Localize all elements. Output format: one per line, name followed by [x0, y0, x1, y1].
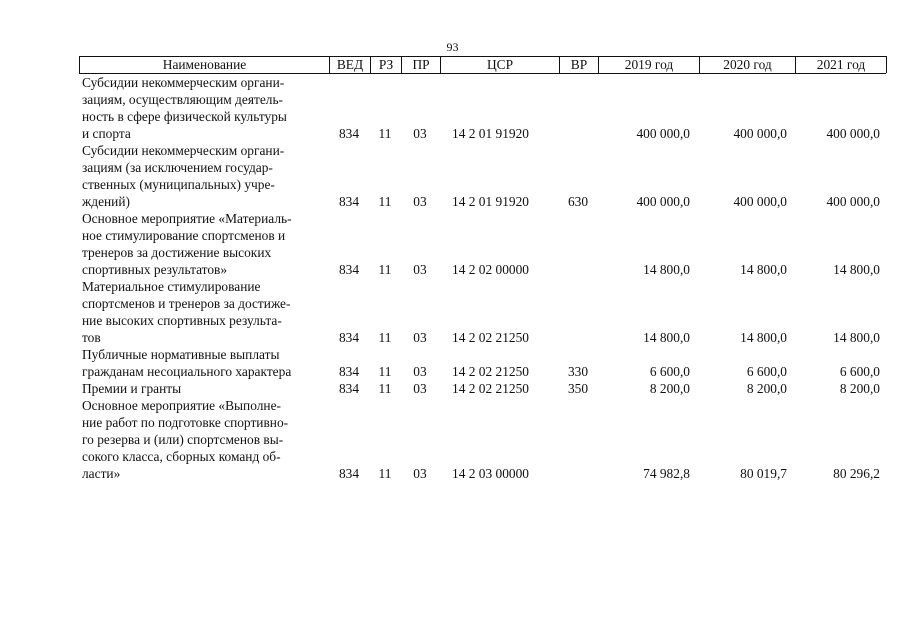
- row-name-line: и спорта: [82, 126, 131, 141]
- header-vr: ВР: [570, 57, 588, 72]
- cell-2021: 14 800,0: [833, 330, 880, 345]
- cell-rz: 11: [378, 126, 392, 141]
- row-name-line: го резерва и (или) спортсменов вы-: [82, 432, 284, 447]
- header-rz: РЗ: [378, 57, 394, 72]
- cell-2020: 400 000,0: [733, 194, 787, 209]
- row-name-line: ласти»: [82, 466, 121, 481]
- cell-2021: 400 000,0: [826, 126, 880, 141]
- cell-ved: 834: [338, 262, 360, 277]
- cell-rz: 11: [378, 466, 392, 481]
- cell-pr: 03: [413, 126, 427, 141]
- cell-rz: 11: [378, 262, 392, 277]
- cell-2019: 74 982,8: [643, 466, 690, 481]
- table-row: [0, 142, 905, 210]
- cell-vr: 330: [567, 364, 589, 379]
- row-name-line: Основное мероприятие «Выполне-: [82, 398, 281, 413]
- cell-ved: 834: [338, 364, 360, 379]
- cell-csr: 14 2 01 91920: [452, 194, 529, 209]
- header-2019: 2019 год: [624, 57, 674, 72]
- cell-csr: 14 2 02 21250: [452, 330, 529, 345]
- cell-csr: 14 2 03 00000: [452, 466, 529, 481]
- header-divider: [886, 56, 887, 73]
- row-name-line: тов: [82, 330, 101, 345]
- cell-ved: 834: [338, 330, 360, 345]
- row-name-line: спортивных результатов»: [82, 262, 228, 277]
- cell-pr: 03: [413, 330, 427, 345]
- cell-2020: 14 800,0: [740, 330, 787, 345]
- row-name-line: Субсидии некоммерческим органи-: [82, 75, 285, 90]
- cell-rz: 11: [378, 194, 392, 209]
- cell-2019: 400 000,0: [636, 126, 690, 141]
- cell-2020: 80 019,7: [740, 466, 787, 481]
- table-row: [0, 210, 905, 278]
- cell-2019: 400 000,0: [636, 194, 690, 209]
- header-csr: ЦСР: [486, 57, 514, 72]
- row-name-line: спортсменов и тренеров за достиже-: [82, 296, 291, 311]
- header-2020: 2020 год: [723, 57, 772, 72]
- cell-rz: 11: [378, 364, 392, 379]
- row-name: [82, 278, 322, 346]
- row-name: [82, 346, 322, 380]
- row-name-line: ное стимулирование спортсменов и: [82, 228, 286, 243]
- cell-csr: 14 2 02 21250: [452, 381, 529, 396]
- row-name-line: ние высоких спортивных результа-: [82, 313, 282, 328]
- cell-2020: 8 200,0: [746, 381, 787, 396]
- row-name-line: тренеров за достижение высоких: [82, 245, 272, 260]
- cell-csr: 14 2 02 00000: [452, 262, 529, 277]
- row-name-line: сокого класса, сборных команд об-: [82, 449, 281, 464]
- cell-pr: 03: [413, 194, 427, 209]
- cell-2021: 14 800,0: [833, 262, 880, 277]
- cell-2019: 14 800,0: [643, 262, 690, 277]
- cell-csr: 14 2 01 91920: [452, 126, 529, 141]
- cell-ved: 834: [338, 194, 360, 209]
- row-name-line: Основное мероприятие «Материаль-: [82, 211, 292, 226]
- row-name: [82, 380, 322, 397]
- cell-2021: 6 600,0: [839, 364, 880, 379]
- cell-pr: 03: [413, 381, 427, 396]
- cell-2021: 400 000,0: [826, 194, 880, 209]
- header-name: Наименование: [162, 57, 247, 72]
- cell-ved: 834: [338, 466, 360, 481]
- row-name: [82, 397, 322, 482]
- header-2021: 2021 год: [816, 57, 866, 72]
- cell-2019: 8 200,0: [649, 381, 690, 396]
- cell-2020: 400 000,0: [733, 126, 787, 141]
- table-row: [0, 278, 905, 346]
- cell-csr: 14 2 02 21250: [452, 364, 529, 379]
- cell-vr: 630: [567, 194, 589, 209]
- cell-2020: 14 800,0: [740, 262, 787, 277]
- cell-pr: 03: [413, 466, 427, 481]
- row-name: [82, 210, 322, 278]
- cell-rz: 11: [378, 330, 392, 345]
- cell-2021: 80 296,2: [833, 466, 880, 481]
- cell-pr: 03: [413, 364, 427, 379]
- row-name-line: Премии и гранты: [82, 381, 182, 396]
- row-name-line: зациям (за исключением государ-: [82, 160, 273, 175]
- table-row: [0, 397, 905, 482]
- page-number: 93: [446, 40, 459, 54]
- row-name-line: Материальное стимулирование: [82, 279, 261, 294]
- table-row: [0, 74, 905, 142]
- row-name-line: Публичные нормативные выплаты: [82, 347, 280, 362]
- row-name-line: ние работ по подготовке спортивно-: [82, 415, 289, 430]
- table-body: [0, 74, 905, 482]
- cell-rz: 11: [378, 381, 392, 396]
- row-name: [82, 142, 322, 210]
- row-name-line: зациям, осуществляющим деятель-: [82, 92, 284, 107]
- cell-ved: 834: [338, 126, 360, 141]
- row-name-line: гражданам несоциального характера: [82, 364, 292, 379]
- cell-2020: 6 600,0: [746, 364, 787, 379]
- cell-vr: 350: [567, 381, 589, 396]
- cell-pr: 03: [413, 262, 427, 277]
- cell-2019: 14 800,0: [643, 330, 690, 345]
- row-name-line: ственных (муниципальных) учре-: [82, 177, 275, 192]
- cell-2019: 6 600,0: [649, 364, 690, 379]
- row-name-line: ждений): [82, 194, 130, 209]
- cell-ved: 834: [338, 381, 360, 396]
- header-pr: ПР: [412, 57, 430, 72]
- row-name: [82, 74, 322, 142]
- table-row: [0, 346, 905, 380]
- row-name-line: Субсидии некоммерческим органи-: [82, 143, 285, 158]
- table-row: [0, 380, 905, 397]
- cell-2021: 8 200,0: [839, 381, 880, 396]
- header-ved: ВЕД: [336, 57, 364, 72]
- row-name-line: ность в сфере физической культуры: [82, 109, 287, 124]
